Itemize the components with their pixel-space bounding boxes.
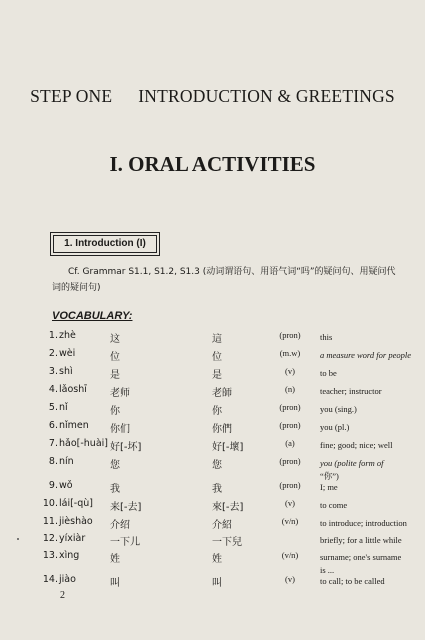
vocab-english: I; me [320, 482, 338, 492]
vocab-pinyin: shì [59, 366, 73, 377]
vocab-simplified: 你们 [110, 424, 130, 435]
vocab-number: 5. [48, 402, 58, 413]
vocab-row [0, 348, 425, 364]
vocab-traditional: 是 [212, 370, 222, 381]
vocab-english: surname; one's surname [320, 552, 402, 562]
vocab-simplified: 我 [110, 484, 120, 495]
vocab-number: 6. [48, 420, 58, 431]
vocab-traditional: 一下兒 [212, 537, 242, 548]
vocab-simplified: 来[-去] [110, 502, 142, 513]
vocab-english: fine; good; nice; well [320, 440, 393, 450]
vocab-traditional: 我 [212, 484, 222, 495]
vocab-row [0, 420, 425, 436]
vocab-row [0, 533, 425, 549]
vocab-simplified: 你 [110, 406, 120, 417]
step-label: STEP ONE [30, 86, 113, 106]
vocab-part-of-speech: (v) [285, 498, 295, 508]
vocab-part-of-speech: (v) [285, 366, 295, 376]
vocab-english: you (polite form of [320, 458, 384, 468]
vocab-pinyin: hǎo[-huài] [59, 438, 108, 449]
vocab-simplified: 位 [110, 352, 120, 363]
vocab-traditional: 位 [212, 352, 222, 363]
vocab-row [0, 480, 425, 496]
vocab-english: you (pl.) [320, 422, 350, 432]
vocab-simplified: 一下儿 [110, 537, 140, 548]
vocab-traditional: 叫 [212, 578, 222, 589]
vocab-english: you (sing.) [320, 404, 357, 414]
vocab-part-of-speech: (v/n) [281, 550, 299, 560]
vocab-part-of-speech: (a) [285, 438, 295, 448]
vocab-pinyin: wǒ [59, 480, 73, 491]
vocab-traditional: 你 [212, 406, 222, 417]
grammar-reference: Cf. Grammar S1.1, S1.2, S1.3 (动词谓语句、用语气词“吗”的疑问句、用疑问代词的疑问句) [52, 267, 396, 293]
vocab-english-continued: is ... [320, 565, 335, 575]
vocab-number: 11. [42, 516, 58, 527]
vocab-traditional: 好[-壞] [212, 442, 244, 453]
page-number: 2 [60, 590, 65, 601]
vocab-number: 1. [48, 330, 58, 341]
vocab-number: 3. [48, 366, 58, 377]
vocab-traditional: 您 [212, 460, 222, 471]
vocab-simplified: 这 [110, 334, 120, 345]
subsection-label: 1. Introduction (I) [64, 238, 146, 249]
vocab-traditional: 來[-去] [212, 502, 244, 513]
vocab-row [0, 516, 425, 532]
vocab-english: to introduce; introduction [320, 518, 407, 528]
vocab-traditional: 姓 [212, 554, 222, 565]
vocab-english: to call; to be called [320, 576, 385, 586]
vocab-simplified: 您 [110, 460, 120, 471]
chapter-title: INTRODUCTION & GREETINGS [138, 86, 395, 106]
vocab-part-of-speech: (m.w) [279, 348, 301, 358]
vocab-pinyin: lǎoshī [59, 384, 87, 395]
vocab-part-of-speech: (v) [285, 574, 295, 584]
vocab-traditional: 老師 [212, 388, 232, 399]
vocab-english: to come [320, 500, 348, 510]
vocab-simplified: 好[-坏] [110, 442, 142, 453]
vocab-pinyin: xìng [59, 550, 80, 561]
vocabulary-heading: VOCABULARY: [52, 310, 133, 322]
vocab-simplified: 老师 [110, 388, 130, 399]
vocab-pinyin: nǐ [59, 402, 68, 413]
vocab-traditional: 介紹 [212, 520, 232, 531]
vocab-traditional: 你們 [212, 424, 232, 435]
vocab-part-of-speech: (v/n) [281, 516, 299, 526]
vocab-number: 8. [48, 456, 58, 467]
vocab-part-of-speech: (pron) [279, 480, 301, 490]
vocab-number: 10. [42, 498, 58, 509]
vocab-pinyin: lái[-qù] [59, 498, 93, 509]
vocab-part-of-speech: (pron) [279, 402, 301, 412]
vocab-pinyin: jièshào [59, 516, 93, 527]
vocab-number: 12. [42, 533, 58, 544]
vocab-simplified: 叫 [110, 578, 120, 589]
vocab-row [0, 574, 425, 590]
vocab-english: to be [320, 368, 337, 378]
vocab-english: this [320, 332, 333, 342]
vocab-simplified: 介绍 [110, 520, 130, 531]
vocab-number: 14. [42, 574, 58, 585]
vocab-number: 13. [42, 550, 58, 561]
vocab-row [0, 438, 425, 454]
ink-speck [17, 538, 19, 540]
vocab-part-of-speech: (n) [285, 384, 295, 394]
vocab-row [0, 330, 425, 346]
vocab-part-of-speech: (pron) [279, 456, 301, 466]
vocab-english: a measure word for people [320, 350, 411, 360]
vocab-row [0, 366, 425, 382]
vocab-row [0, 384, 425, 400]
vocab-number: 2. [48, 348, 58, 359]
vocab-number: 4. [48, 384, 58, 395]
vocab-pinyin: zhè [59, 330, 76, 341]
vocab-english: teacher; instructor [320, 386, 382, 396]
vocab-simplified: 是 [110, 370, 120, 381]
vocab-row [0, 550, 425, 575]
vocab-pinyin: jiào [59, 574, 76, 585]
vocab-english: briefly; for a little while [320, 535, 402, 545]
vocab-pinyin: nín [59, 456, 74, 467]
vocab-pinyin: yíxiàr [59, 533, 86, 544]
vocab-traditional: 這 [212, 334, 222, 345]
vocab-pinyin: nǐmen [59, 420, 89, 431]
vocab-pinyin: wèi [59, 348, 76, 359]
vocab-number: 9. [48, 480, 58, 491]
vocab-row [0, 456, 425, 481]
vocab-row [0, 498, 425, 514]
vocab-row [0, 402, 425, 418]
vocab-number: 7. [48, 438, 58, 449]
vocab-english-continued: “你”) [320, 471, 339, 481]
vocab-simplified: 姓 [110, 554, 120, 565]
vocab-part-of-speech: (pron) [279, 420, 301, 430]
section-title: I. ORAL ACTIVITIES [109, 152, 316, 176]
vocab-part-of-speech: (pron) [279, 330, 301, 340]
